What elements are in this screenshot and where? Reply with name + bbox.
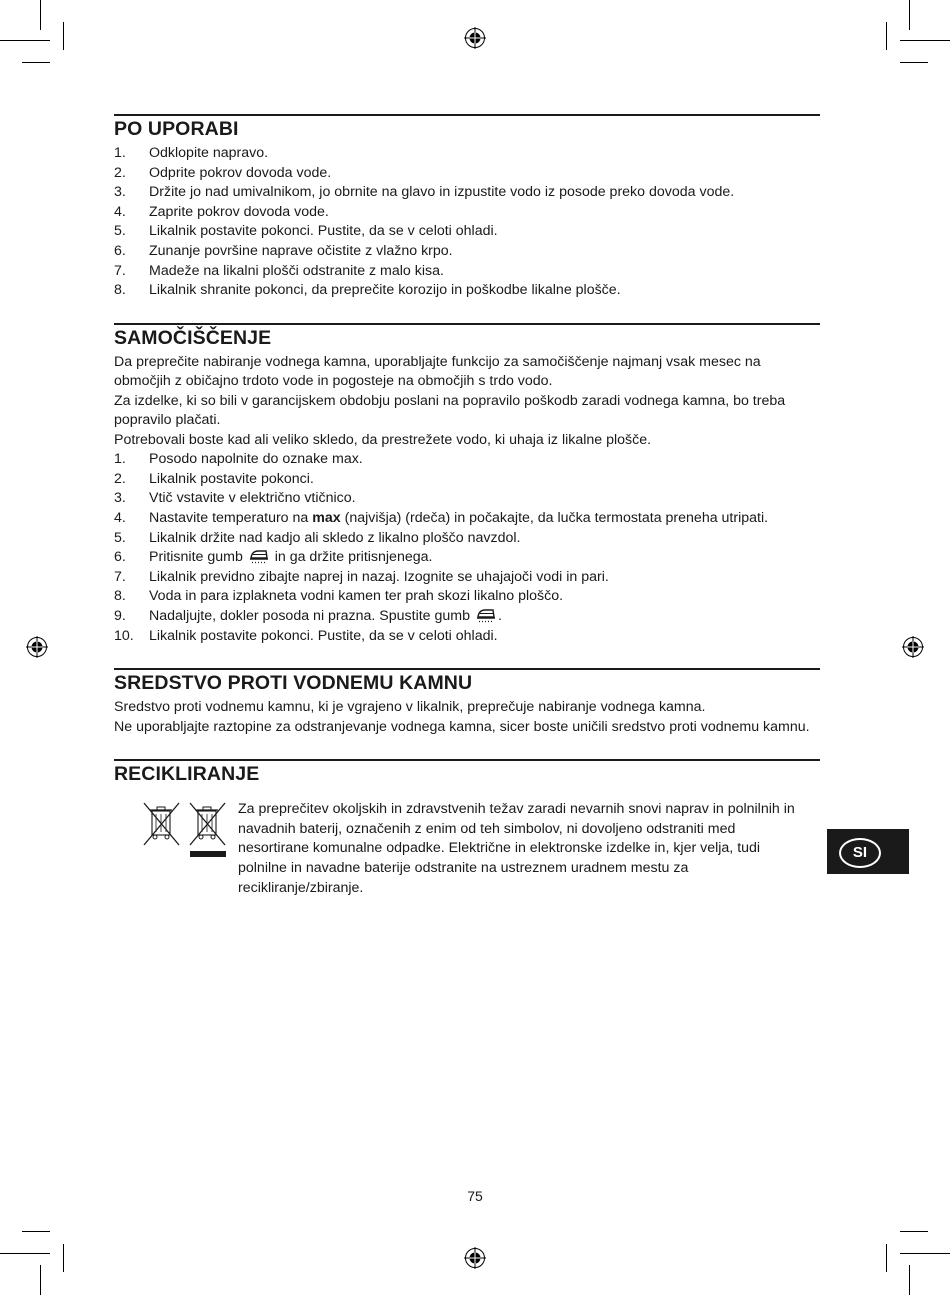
- steps-list: [114, 450, 820, 646]
- registration-mark-icon: [902, 636, 924, 658]
- list-item: 1. Odklopite napravo.: [114, 145, 269, 161]
- list-item: 6. Zunanje površine naprave očistite z vlažno krpo.: [114, 242, 453, 259]
- list-item: 3. Vtič vstavite v električno vtičnico.: [114, 490, 356, 507]
- list-item: 1. Posodo napolnite do oznake max.: [114, 451, 363, 468]
- paragraph: Ne uporabljajte raztopine za odstranjevanje vodnega kamna, sicer boste uničili sredstvo proti vodnemu kamnu.: [114, 718, 810, 735]
- page-number: 75: [467, 1188, 483, 1204]
- recycling-text: Za preprečitev okoljskih in zdravstvenih težav zaradi nevarnih snovi naprav in polnilnih in navadnih baterij, označenih z enim od teh simbolov, ni dovoljeno odstraniti med nesortirane komunalne odpadke. Električne in elektronske izdelke in, kjer velja, tudi polnilne in navadne baterije odstranite na ustreznem uradnem mestu za recikliranje/zbiranje.: [238, 801, 795, 896]
- recycle-block: [114, 789, 820, 899]
- language-tab: [827, 829, 909, 874]
- self-clean-iron-icon: [476, 607, 496, 623]
- list-item: 5. Likalnik postavite pokonci. Pustite, da se v celoti ohladi.: [114, 223, 498, 240]
- crossed-bin-battery-icon: [190, 803, 226, 857]
- crop-mark: [22, 1231, 50, 1232]
- paragraph: Sredstvo proti vodnemu kamnu, ki je vgrajeno v likalnik, preprečuje nabiranje vodnega kamna.: [114, 699, 706, 716]
- list-item: 7. Madeže na likalni plošči odstranite z malo kisa.: [114, 262, 444, 279]
- language-code: SI: [839, 838, 881, 868]
- registration-mark-icon: [464, 1247, 486, 1269]
- bold-max: max: [312, 510, 341, 527]
- list-item: 10. Likalnik postavite pokonci. Pustite, da se v celoti ohladi.: [114, 627, 498, 644]
- crop-mark: [0, 1253, 50, 1254]
- crop-mark: [22, 62, 50, 63]
- list-item: 3. Držite jo nad umivalnikom, jo obrnite na glavo in izpustite vodo iz posode preko dovoda vode.: [114, 184, 735, 201]
- crop-mark: [886, 1244, 887, 1272]
- crop-mark: [909, 1265, 910, 1295]
- registration-mark-icon: [26, 636, 48, 658]
- list-item: 2. Odprite pokrov dovoda vode.: [114, 164, 332, 181]
- section-samociscenje: [114, 323, 820, 646]
- paragraph: Da preprečite nabiranje vodnega kamna, uporabljajte funkcijo za samočiščenje najmanj vsak mesec na območjih z običajno trdoto vode in pogosteje na območjih s trdo vodo.: [114, 353, 761, 390]
- crop-mark: [40, 1265, 41, 1295]
- list-item: 8. Likalnik shranite pokonci, da preprečite korozijo in poškodbe likalne plošče.: [114, 282, 621, 299]
- registration-mark-icon: [464, 27, 486, 49]
- crop-mark: [900, 40, 950, 41]
- crop-mark: [0, 40, 50, 41]
- crop-mark: [886, 22, 887, 50]
- section-sredstvo: [114, 668, 820, 737]
- crop-mark: [900, 1253, 950, 1254]
- list-item: 4. Nastavite temperaturo na max (najvišja) (rdeča) in počakajte, da lučka termostata preneha utripati.: [114, 510, 769, 527]
- list-item: 9. Nadaljujte, dokler posoda ni prazna. Spustite gumb .: [114, 608, 502, 624]
- paragraph: Za izdelke, ki so bili v garancijskem obdobju poslani na popravilo poškodb zaradi vodnega kamna, bo treba popravilo plačati.: [114, 392, 786, 429]
- crop-mark: [40, 0, 41, 30]
- page-content: [114, 114, 820, 899]
- crossed-bin-icon: [144, 803, 179, 845]
- list-item: 8. Voda in para izplakneta vodni kamen ter prah skozi likalno ploščo.: [114, 588, 564, 605]
- crop-mark: [63, 22, 64, 50]
- steps-list: [114, 144, 820, 301]
- list-item: 6. Pritisnite gumb in ga držite pritisnjenega.: [114, 549, 433, 566]
- weee-symbols: [142, 801, 232, 861]
- crop-mark: [63, 1244, 64, 1272]
- section-recikliranje: [114, 759, 820, 899]
- list-item: 5. Likalnik držite nad kadjo ali skledo z likalno ploščo navzdol.: [114, 529, 521, 546]
- list-item: 7. Likalnik previdno zibajte naprej in nazaj. Izognite se uhajajoči vodi in pari.: [114, 568, 609, 585]
- crop-mark: [909, 0, 910, 30]
- section-heading: RECIKLIRANJE: [114, 763, 260, 786]
- section-po-uporabi: [114, 114, 820, 301]
- section-heading: PO UPORABI: [114, 118, 239, 140]
- paragraph: Potrebovali boste kad ali veliko skledo, da prestrežete vodo, ki uhaja iz likalne plošče.: [114, 431, 652, 448]
- self-clean-iron-icon: [249, 548, 269, 564]
- section-heading: SAMOČIŠČENJE: [114, 326, 272, 349]
- list-item: 4. Zaprite pokrov dovoda vode.: [114, 203, 329, 220]
- section-heading: SREDSTVO PROTI VODNEMU KAMNU: [114, 672, 473, 695]
- crop-mark: [900, 62, 928, 63]
- list-item: 2. Likalnik postavite pokonci.: [114, 470, 314, 487]
- crop-mark: [900, 1231, 928, 1232]
